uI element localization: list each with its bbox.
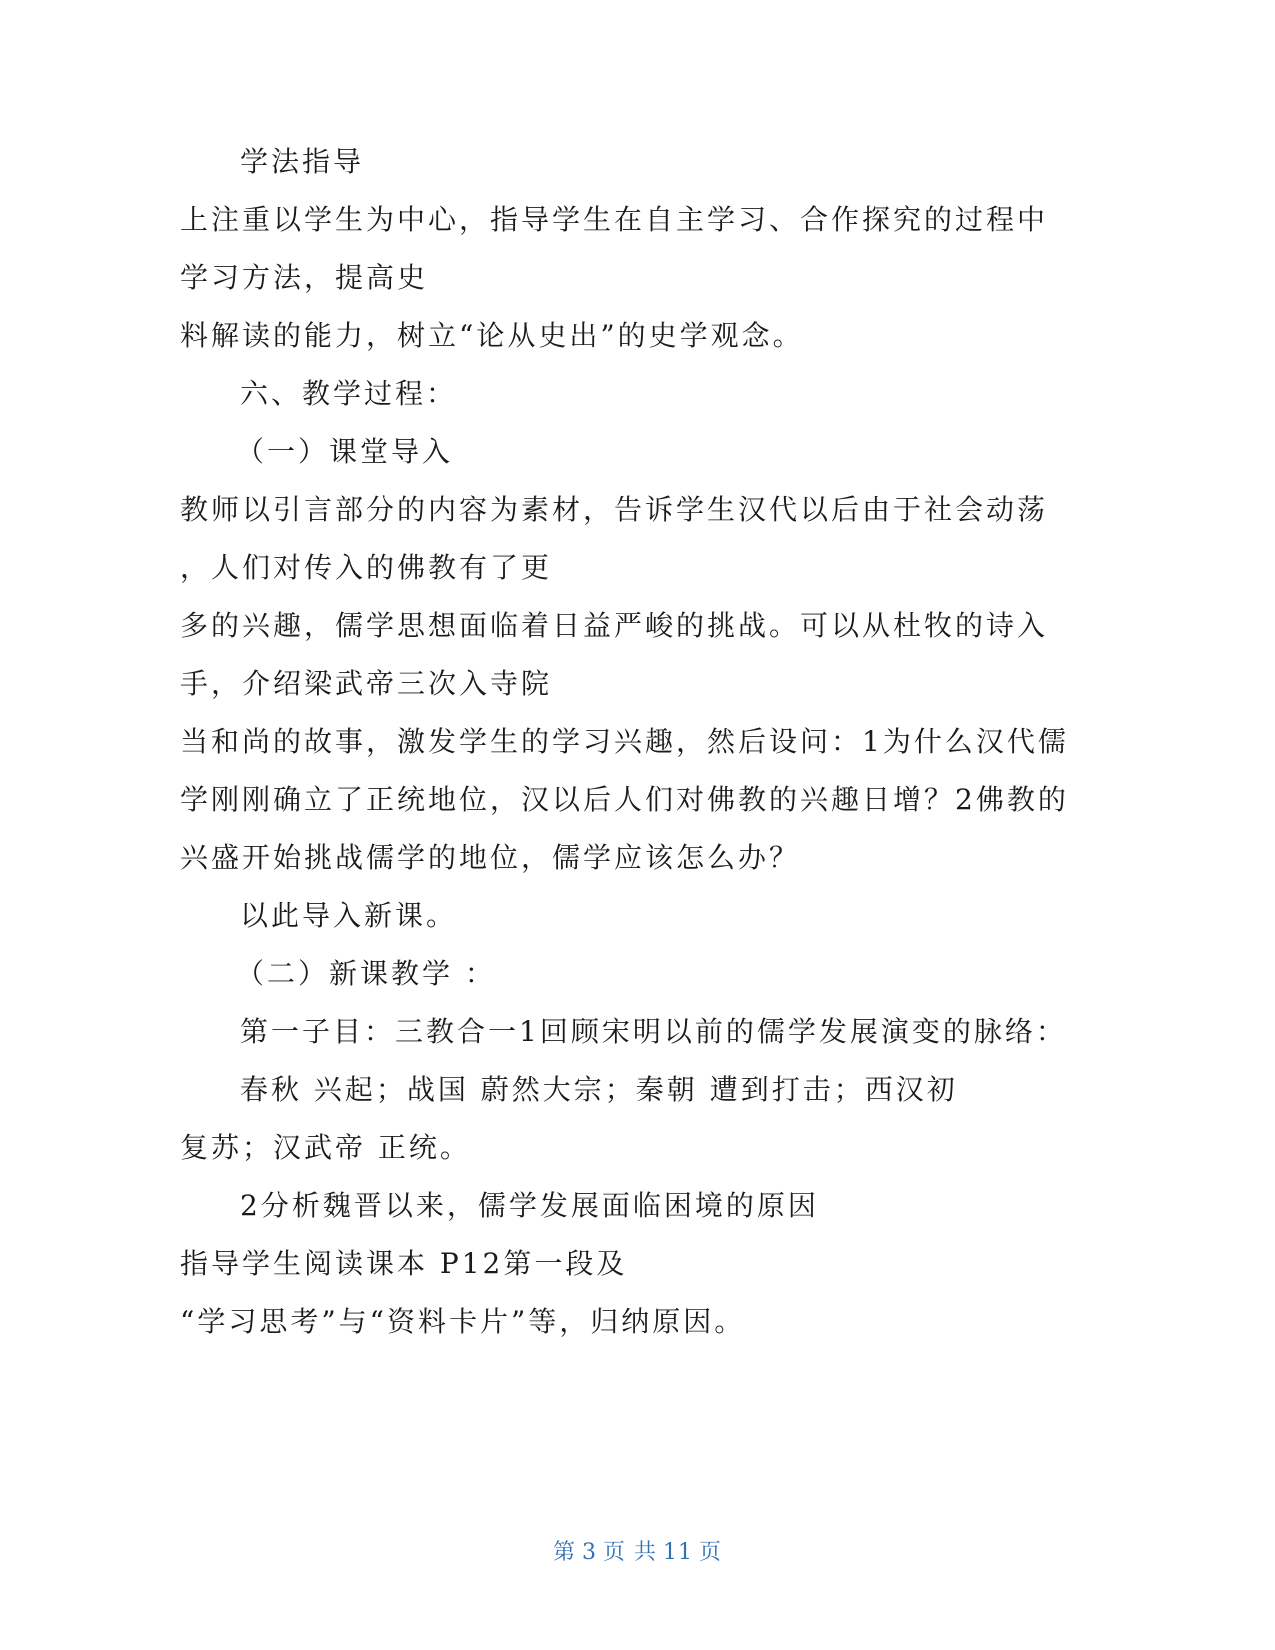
footer-total-pages: 11 <box>663 1540 693 1565</box>
heading-class-intro: （一）课堂导入 <box>236 435 454 468</box>
paragraph-line: 2分析魏晋以来，儒学发展面临困境的原因 <box>240 1189 819 1222</box>
paragraph-line: 第一子目：三教合一1回顾宋明以前的儒学发展演变的脉络： <box>240 1015 1067 1048</box>
paragraph-line: “学习思考”与“资料卡片”等，归纳原因。 <box>180 1305 746 1338</box>
paragraph-line: 料解读的能力，树立“论从史出”的史学观念。 <box>180 319 804 352</box>
footer-mid: 页 共 <box>603 1540 657 1565</box>
paragraph-line: 手，介绍梁武帝三次入寺院 <box>180 667 553 700</box>
footer-page-number: 3 <box>582 1540 597 1565</box>
paragraph-line: 以此导入新课。 <box>240 899 458 932</box>
heading-new-lesson: （二）新课教学 ： <box>236 957 496 990</box>
paragraph-line: ，人们对传入的佛教有了更 <box>180 551 553 584</box>
paragraph-line: 当和尚的故事，激发学生的学习兴趣，然后设问：1为什么汉代儒 <box>180 725 1069 758</box>
footer-prefix: 第 <box>552 1540 576 1565</box>
paragraph-line: 多的兴趣，儒学思想面临着日益严峻的挑战。可以从杜牧的诗入 <box>180 609 1049 642</box>
paragraph-line: 复苏；汉武帝 正统。 <box>180 1131 471 1164</box>
heading-study-guidance: 学法指导 <box>240 145 365 178</box>
paragraph-line: 春秋 兴起；战国 蔚然大宗；秦朝 遭到打击；西汉初 <box>240 1073 958 1106</box>
paragraph-line: 学刚刚确立了正统地位，汉以后人们对佛教的兴趣日增？2佛教的 <box>180 783 1069 816</box>
footer-suffix: 页 <box>699 1540 723 1565</box>
paragraph-line: 教师以引言部分的内容为素材，告诉学生汉代以后由于社会动荡 <box>180 493 1049 526</box>
heading-teaching-process: 六、教学过程： <box>240 377 458 410</box>
paragraph-line: 兴盛开始挑战儒学的地位，儒学应该怎么办？ <box>180 841 801 874</box>
paragraph-line: 学习方法，提高史 <box>180 261 429 294</box>
paragraph-line: 指导学生阅读课本 P12第一段及 <box>180 1247 628 1280</box>
page-footer <box>0 1539 1275 1567</box>
paragraph-line: 上注重以学生为中心，指导学生在自主学习、合作探究的过程中 <box>180 203 1049 236</box>
